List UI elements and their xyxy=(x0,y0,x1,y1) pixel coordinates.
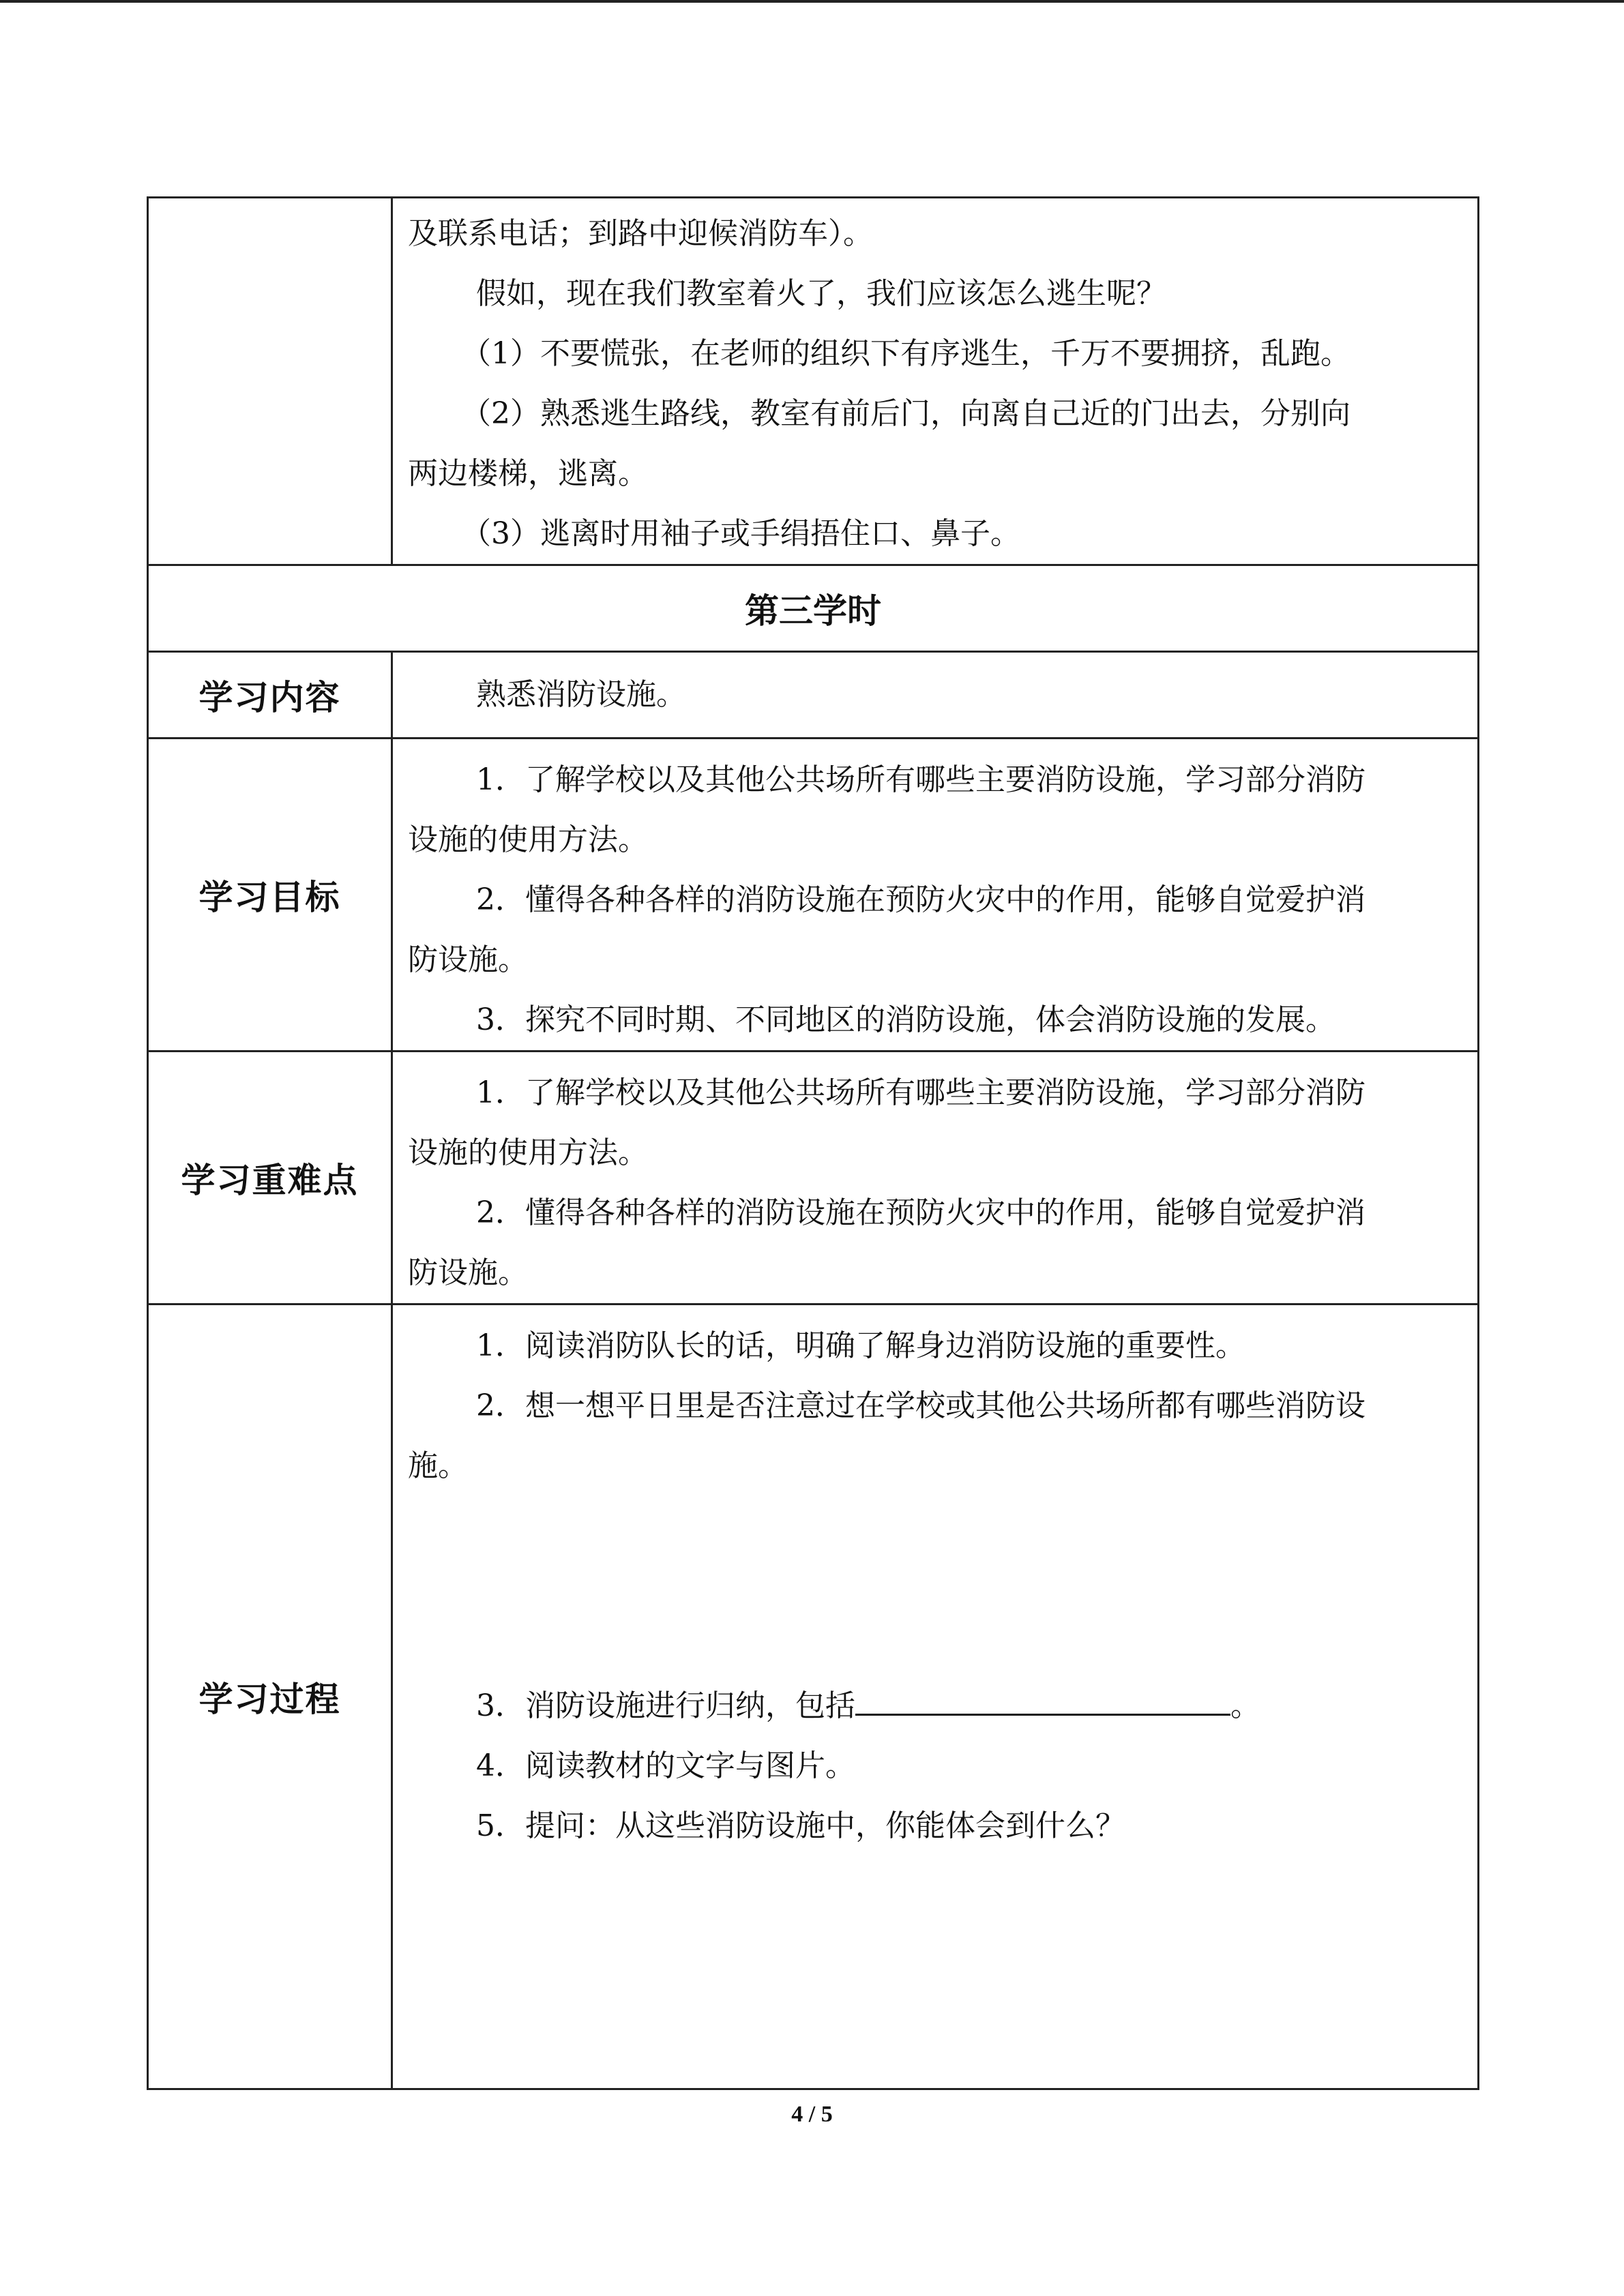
image-placeholder-space xyxy=(408,1496,1439,1676)
continuation-line: 假如，现在我们教室着火了，我们应该怎么逃生呢？ xyxy=(476,276,1166,311)
continuation-line: （2）熟悉逃生路线，教室有前后门，向离自己近的门出去，分别向 xyxy=(461,396,1350,431)
objectives-row xyxy=(148,739,1479,1052)
process-item-3 xyxy=(408,1676,1439,1736)
key-points-label: 学习重难点 xyxy=(148,1052,392,1304)
continuation-line: （3）逃离时用袖子或手绢捂住口、鼻子。 xyxy=(461,516,1020,551)
page-number: 4 / 5 xyxy=(791,2102,833,2127)
objective-line: 设施的使用方法。 xyxy=(408,822,648,857)
key-point-line: 设施的使用方法。 xyxy=(408,1135,648,1170)
section-title-row xyxy=(148,565,1479,652)
process-cell xyxy=(392,1304,1479,2089)
process-label: 学习过程 xyxy=(148,1304,392,2089)
objective-line: 2．懂得各种各样的消防设施在预防火灾中的作用，能够自觉爱护消 xyxy=(476,882,1365,917)
continuation-line: 及联系电话；到路中迎候消防车）。 xyxy=(408,216,873,251)
content-row xyxy=(148,652,1479,739)
continuation-line: （1）不要慌张，在老师的组织下有序逃生，千万不要拥挤，乱跑。 xyxy=(461,336,1350,371)
continuation-row xyxy=(148,198,1479,565)
objectives-cell xyxy=(392,739,1479,1052)
process-item-4: 4．阅读教材的文字与图片。 xyxy=(476,1748,855,1783)
page-border-top xyxy=(0,0,1624,3)
content-cell xyxy=(392,652,1479,739)
objective-line: 3．探究不同时期、不同地区的消防设施，体会消防设施的发展。 xyxy=(476,1002,1335,1037)
continuation-line: 两边楼梯，逃离。 xyxy=(408,456,648,491)
objectives-label: 学习目标 xyxy=(148,739,392,1052)
answer-space xyxy=(408,1856,1439,2070)
key-point-line: 1．了解学校以及其他公共场所有哪些主要消防设施，学习部分消防 xyxy=(476,1075,1365,1110)
objective-line: 防设施。 xyxy=(408,942,528,977)
fill-in-blank[interactable] xyxy=(855,1686,1230,1716)
key-points-cell xyxy=(392,1052,1479,1304)
continuation-label-cell xyxy=(148,198,392,565)
lesson-plan-table xyxy=(147,196,1479,2090)
process-line: 1．阅读消防队长的话，明确了解身边消防设施的重要性。 xyxy=(476,1328,1245,1363)
process-line: 2．想一想平日里是否注意过在学校或其他公共场所都有哪些消防设 xyxy=(476,1388,1365,1423)
continuation-cell xyxy=(392,198,1479,565)
content-label: 学习内容 xyxy=(148,652,392,739)
key-point-line: 防设施。 xyxy=(408,1255,528,1290)
section-title: 第三学时 xyxy=(148,565,1479,652)
objective-line: 1．了解学校以及其他公共场所有哪些主要消防设施，学习部分消防 xyxy=(476,762,1365,797)
process-row xyxy=(148,1304,1479,2089)
item3-prefix: 3．消防设施进行归纳，包括 xyxy=(476,1688,855,1723)
item3-suffix: 。 xyxy=(1230,1688,1260,1723)
content-text: 熟悉消防设施。 xyxy=(476,677,686,712)
key-point-line: 2．懂得各种各样的消防设施在预防火灾中的作用，能够自觉爱护消 xyxy=(476,1195,1365,1230)
process-item-5: 5．提问：从这些消防设施中，你能体会到什么？ xyxy=(476,1808,1125,1843)
process-line: 施。 xyxy=(408,1448,468,1483)
key-points-row xyxy=(148,1052,1479,1304)
